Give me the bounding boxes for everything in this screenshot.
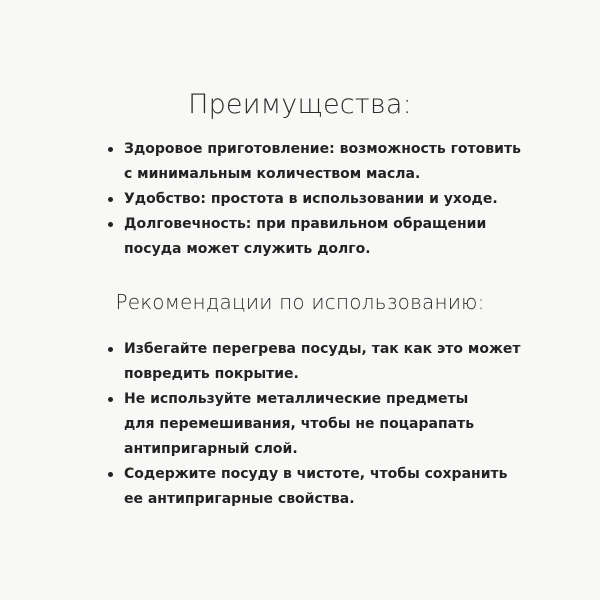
list-item (124, 212, 544, 262)
bullet-icon (108, 147, 113, 152)
list-item (124, 337, 544, 387)
list-item-text: Не используйте металлические предметы (124, 391, 469, 407)
list-item-text: повредить покрытие. (124, 366, 299, 382)
bullet-icon (108, 347, 113, 352)
list-item-text: ее антипригарные свойства. (124, 491, 355, 507)
advantages-heading: Преимущества: (188, 89, 412, 120)
list-item-text: Содержите посуду в чистоте, чтобы сохранить (124, 466, 508, 482)
list-item-text: с минимальным количеством масла. (124, 166, 421, 182)
list-item-text: для перемешивания, чтобы не поцарапать (124, 416, 475, 432)
list-item (124, 137, 544, 187)
recommendations-heading: Рекомендации по использованию: (115, 290, 485, 314)
bullet-icon (108, 197, 113, 202)
list-item (124, 387, 544, 462)
bullet-icon (108, 472, 113, 477)
list-item-text: посуда может служить долго. (124, 241, 371, 257)
list-item-text: Здоровое приготовление: возможность готовить (124, 141, 521, 157)
list-item (124, 187, 544, 212)
advantages-list (124, 137, 544, 262)
list-item-text: Удобство: простота в использовании и уходе. (124, 191, 498, 207)
list-item (124, 462, 544, 512)
list-item-text: антипригарный слой. (124, 441, 298, 457)
bullet-icon (108, 222, 113, 227)
list-item-text: Избегайте перегрева посуды, так как это может (124, 341, 521, 357)
recommendations-list (124, 337, 544, 512)
list-item-text: Долговечность: при правильном обращении (124, 216, 487, 232)
bullet-icon (108, 397, 113, 402)
